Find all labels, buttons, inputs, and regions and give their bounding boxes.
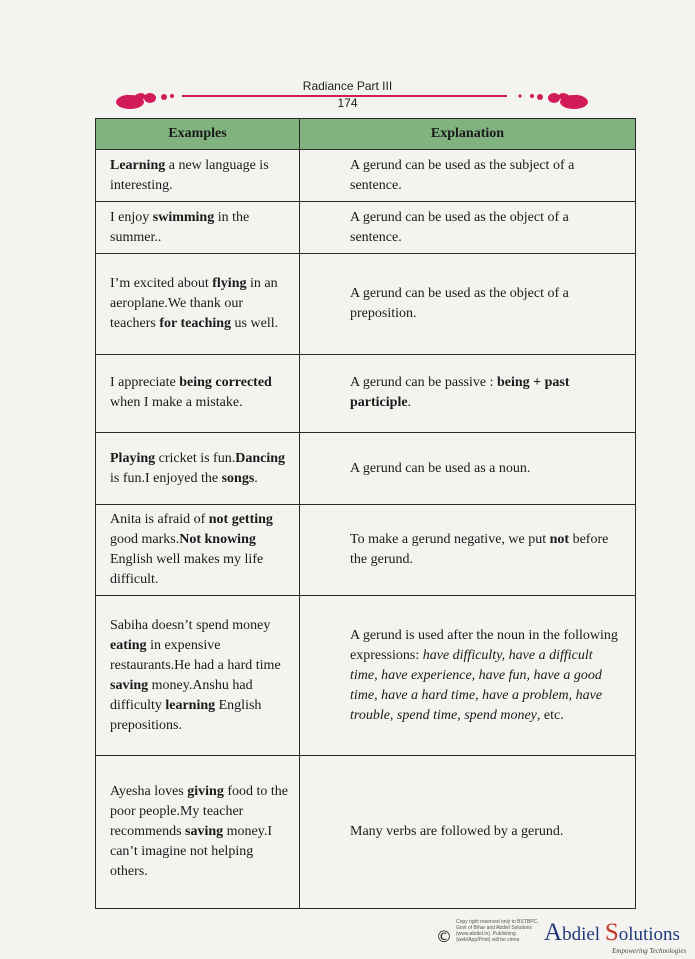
- example-cell: [96, 254, 300, 354]
- book-title: Radiance Part III: [302, 79, 393, 93]
- text-segment: A gerund can be passive :: [350, 375, 497, 391]
- bold-text: saving: [185, 824, 224, 840]
- explanation-cell: [300, 150, 636, 202]
- example-cell: [96, 150, 300, 202]
- text-segment: cricket is fun.: [155, 450, 236, 466]
- table-row: [96, 433, 636, 505]
- bold-text: flying: [212, 276, 247, 292]
- brand-rest-s: olutions: [618, 924, 680, 945]
- text-segment: before the gerund.: [350, 532, 609, 568]
- explanation-cell: [300, 354, 636, 432]
- table-header-row: [96, 119, 636, 150]
- explanation-cell: [300, 595, 636, 756]
- explanation-cell: [300, 756, 636, 909]
- brand-initial-a: A: [544, 919, 563, 946]
- bold-text: Learning: [110, 157, 166, 173]
- text-segment: money.Anshu had difficulty: [110, 677, 253, 713]
- explanation-header: Explanation: [300, 119, 636, 150]
- text-segment: us well.: [231, 316, 279, 332]
- bold-text: giving: [187, 784, 224, 800]
- table-row: [96, 595, 636, 756]
- text-segment: is fun.I enjoyed the: [110, 470, 222, 486]
- table-row: [96, 150, 636, 202]
- brand-rest-a: bdiel: [562, 924, 605, 945]
- text-segment: I appreciate: [110, 375, 180, 391]
- text-segment: a new language is interesting.: [110, 157, 269, 193]
- bold-text: being + past participle: [350, 375, 570, 411]
- text-segment: , etc.: [536, 707, 564, 723]
- text-segment: English well makes my life difficult.: [110, 552, 264, 588]
- text-segment: English prepositions.: [110, 697, 262, 733]
- table-row: [96, 505, 636, 595]
- bold-text: not: [549, 532, 570, 548]
- table-row: [96, 354, 636, 432]
- explanation-cell: [300, 505, 636, 595]
- copyright-note: Copy right reserved only to BSTBPC, Govt of Bihar and Abdiel Solutions (www.abdiel.in). Publishing (web/App/Print) will be crime: [456, 919, 539, 943]
- example-cell: [96, 756, 300, 909]
- text-segment: in the summer..: [110, 209, 250, 245]
- text-segment: in expensive restaurants.He had a hard time: [110, 637, 281, 673]
- text-segment: Anita is afraid of: [110, 512, 209, 528]
- example-cell: [96, 433, 300, 505]
- bold-text: eating: [110, 637, 147, 653]
- page-number: 174: [337, 96, 358, 110]
- text-segment: A gerund is used after the noun in the following expressions:: [350, 627, 618, 663]
- bold-text: Not knowing: [179, 532, 256, 548]
- bold-text: saving: [110, 677, 149, 693]
- copyright-icon: ©: [436, 927, 452, 946]
- text-segment: Sabiha doesn’t spend money: [110, 617, 271, 633]
- text-segment: food to the poor people.My teacher recommends: [110, 784, 288, 840]
- bold-text: being corrected: [179, 375, 272, 391]
- table-row: [96, 756, 636, 909]
- bold-text: Playing: [110, 450, 156, 466]
- table-row: [96, 254, 636, 354]
- text-segment: A gerund can be used as the object of a sentence.: [350, 209, 569, 245]
- text-segment: To make a gerund negative, we put: [350, 532, 550, 548]
- example-cell: [96, 202, 300, 254]
- bold-text: songs: [221, 470, 255, 486]
- text-segment: A gerund can be used as a noun.: [350, 460, 531, 476]
- text-segment: money.I can’t imagine not helping others.: [110, 824, 273, 880]
- brand-initial-s: S: [604, 919, 619, 946]
- example-cell: [96, 354, 300, 432]
- table-row: [96, 202, 636, 254]
- text-segment: Many verbs are followed by a gerund.: [350, 824, 564, 840]
- text-segment: .: [407, 395, 412, 411]
- gerund-table: [95, 118, 636, 909]
- footer: [432, 917, 695, 959]
- text-segment: good marks.: [110, 532, 180, 548]
- table-body: [96, 150, 636, 909]
- explanation-cell: [300, 254, 636, 354]
- text-segment: A gerund can be used as the object of a preposition.: [350, 286, 569, 322]
- bold-text: swimming: [152, 209, 215, 225]
- text-segment: when I make a mistake.: [110, 395, 243, 411]
- bold-text: for teaching: [159, 316, 232, 332]
- bold-text: Dancing: [235, 450, 286, 466]
- text-segment: A gerund can be used as the subject of a sentence.: [350, 157, 575, 193]
- example-cell: [96, 595, 300, 756]
- italic-text: have difficulty, have a difficult time, have experience, have fun, have a good time, have a hard time, have a problem, have trouble, spend time, spend money: [350, 647, 603, 723]
- explanation-cell: [300, 433, 636, 505]
- brand-tagline: Empowering Technologies: [612, 947, 687, 955]
- example-cell: [96, 505, 300, 595]
- bold-text: learning: [165, 697, 216, 713]
- text-segment: Ayesha loves: [110, 784, 188, 800]
- text-segment: .: [254, 470, 258, 486]
- text-segment: in an aeroplane.We thank our teachers: [110, 276, 278, 332]
- examples-header: Examples: [96, 119, 300, 150]
- bold-text: not getting: [208, 512, 273, 528]
- page-header: [0, 76, 695, 116]
- text-segment: I’m excited about: [110, 276, 213, 292]
- explanation-cell: [300, 202, 636, 254]
- brand-logo: [544, 919, 694, 947]
- text-segment: I enjoy: [110, 209, 153, 225]
